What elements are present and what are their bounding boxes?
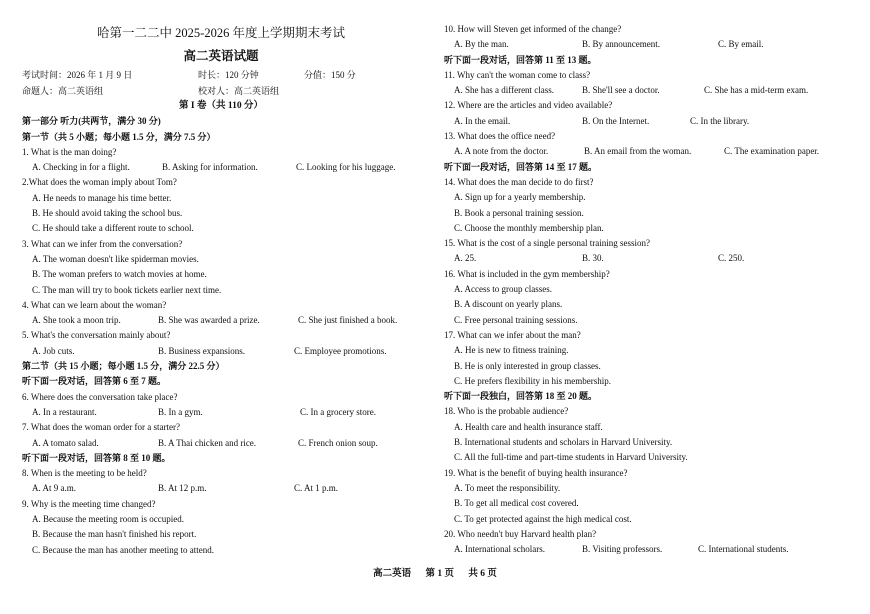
option-b: B. To get all medical cost covered. <box>454 498 579 509</box>
option-b: B. Visiting professors. <box>582 544 663 555</box>
option-c: C. Employee promotions. <box>294 345 387 356</box>
option-b: B. The woman prefers to watch movies at home. <box>32 269 207 280</box>
question-stem: 5. What's the conversation mainly about? <box>22 330 171 341</box>
question-options <box>22 481 420 496</box>
option-a: A. Health care and health insurance staff. <box>454 421 603 432</box>
section-heading: 第二节（共 15 小题；每小题 1.5 分，满分 22.5 分） <box>22 361 225 372</box>
question-stem: 3. What can we infer from the conversation? <box>22 238 183 249</box>
exam-title: 哈第一二二中 2025-2026 年度上学期期末考试 <box>97 26 345 40</box>
option-b: B. Business expansions. <box>158 345 246 356</box>
option-c: C. He prefers flexibility in his membership. <box>454 375 611 386</box>
question-stem: 2.What does the woman imply about Tom? <box>22 177 177 188</box>
question-stem: 9. Why is the meeting time changed? <box>22 498 156 509</box>
question-stem: 16. What is included in the gym membership? <box>444 268 610 279</box>
option-c: C. Because the man has another meeting to attend. <box>32 544 214 555</box>
option-b: B. A discount on yearly plans. <box>454 299 563 310</box>
exam-score: 分值：150 分 <box>304 70 356 80</box>
question-stem: 12. Where are the articles and video available? <box>444 100 613 111</box>
option-b: B. In a gym. <box>158 406 203 417</box>
question-options <box>444 144 856 159</box>
option-c: C. In a grocery store. <box>300 406 376 417</box>
exam-info-row-2 <box>22 84 420 100</box>
option-b: B. By announcement. <box>582 39 660 50</box>
option-c: C. She just finished a book. <box>298 315 398 326</box>
option-a: A. A tomato salad. <box>32 437 99 448</box>
option-a: A. Access to group classes. <box>454 284 552 295</box>
question-stem: 17. What can we infer about the man? <box>444 329 581 340</box>
listening-instruction: 听下面一段对话，回答第 11 至 13 题。 <box>444 54 597 65</box>
question-stem: 4. What can we learn about the woman? <box>22 299 167 310</box>
right-column <box>444 22 856 557</box>
exam-duration: 时长：120 分钟 <box>198 70 259 80</box>
option-b: B. At 12 p.m. <box>158 483 207 494</box>
option-a: A. In a restaurant. <box>32 406 97 417</box>
question-options <box>444 251 856 266</box>
option-c: C. The examination paper. <box>724 146 820 157</box>
question-stem: 19. What is the benefit of buying health insurance? <box>444 467 628 478</box>
option-a: A. To meet the responsibility. <box>454 482 561 493</box>
listening-instruction: 听下面一段对话，回答第 14 至 17 题。 <box>444 161 598 172</box>
question-stem: 8. When is the meeting to be held? <box>22 468 147 479</box>
option-a: A. He is new to fitness training. <box>454 345 569 356</box>
footer-subject: 高二英语 <box>373 569 412 579</box>
question-options <box>444 542 856 557</box>
exam-subtitle: 高二英语试题 <box>183 49 259 63</box>
option-c: C. Choose the monthly membership plan. <box>454 222 604 233</box>
option-c: C. At 1 p.m. <box>294 483 339 494</box>
option-a: A. By the man. <box>454 39 509 50</box>
option-c: C. The man will try to book tickets earlier next time. <box>32 284 222 295</box>
part-heading: 第一部分 听力(共两节，满分 30 分) <box>22 116 161 127</box>
question-stem: 7. What does the woman order for a starter? <box>22 422 181 433</box>
footer-page-number: 第 1 页 <box>425 569 454 579</box>
option-a: A. A note from the doctor. <box>454 146 549 157</box>
option-c: C. Looking for his luggage. <box>296 162 396 173</box>
option-b: B. Asking for information. <box>162 162 258 173</box>
option-b: B. An email from the woman. <box>584 146 692 157</box>
option-a: A. The woman doesn't like spiderman movies. <box>32 253 199 264</box>
option-b: B. She'll see a doctor. <box>582 85 660 96</box>
option-a: A. 25. <box>454 253 477 264</box>
question-options <box>22 160 420 175</box>
question-options <box>444 83 856 98</box>
exam-time: 考试时间：2026 年 1 月 9 日 <box>22 70 133 80</box>
option-a: A. Because the meeting room is occupied. <box>32 514 184 525</box>
exam-info-row-1 <box>22 68 420 84</box>
question-stem: 10. How will Steven get informed of the change? <box>444 24 622 34</box>
option-a: A. She has a different class. <box>454 85 555 96</box>
question-options <box>444 37 856 52</box>
volume-heading: 第 I 卷（共 110 分） <box>179 101 263 111</box>
option-b: B. She was awarded a prize. <box>158 315 260 326</box>
question-options <box>444 114 856 129</box>
section-heading: 第一节（共 5 小题；每小题 1.5 分，满分 7.5 分） <box>22 131 216 142</box>
option-c: C. Free personal training sessions. <box>454 314 578 325</box>
listening-instruction: 听下面一段独白，回答第 18 至 20 题。 <box>444 391 598 402</box>
question-stem: 20. Who needn't buy Harvard health plan? <box>444 528 597 539</box>
question-options <box>22 405 420 420</box>
option-b: B. He should avoid taking the school bus. <box>32 208 183 219</box>
left-column <box>22 22 420 558</box>
question-stem: 15. What is the cost of a single personal training session? <box>444 238 651 249</box>
option-a: A. In the email. <box>454 115 511 126</box>
option-b: B. Because the man hasn't finished his report. <box>32 529 197 540</box>
option-b: B. Book a personal training session. <box>454 207 584 218</box>
question-options <box>22 436 420 451</box>
page-footer <box>0 565 870 579</box>
question-options <box>22 344 420 359</box>
option-a: A. She took a moon trip. <box>32 315 121 326</box>
option-c: C. 250. <box>718 253 745 264</box>
option-b: B. A Thai chicken and rice. <box>158 437 257 448</box>
option-b: B. International students and scholars in Harvard University. <box>454 437 673 448</box>
option-c: C. By email. <box>718 39 764 50</box>
option-c: C. She has a mid-term exam. <box>704 85 809 96</box>
question-stem: 14. What does the man decide to do first? <box>444 176 594 187</box>
option-a: A. He needs to manage his time better. <box>32 192 172 203</box>
question-stem: 11. Why can't the woman come to class? <box>444 69 591 80</box>
question-stem: 13. What does the office need? <box>444 131 556 142</box>
option-a: A. International scholars. <box>454 544 545 555</box>
option-c: C. To get protected against the high medical cost. <box>454 513 632 524</box>
question-stem: 6. Where does the conversation take place? <box>22 391 178 402</box>
option-c: C. All the full-time and part-time students in Harvard University. <box>454 452 688 463</box>
option-c: C. He should take a different route to school. <box>32 223 194 234</box>
option-b: B. He is only interested in group classes. <box>454 360 601 371</box>
listening-instruction: 听下面一段对话，回答第 6 至 7 题。 <box>22 376 167 387</box>
option-a: A. Job cuts. <box>32 345 75 356</box>
question-options <box>22 313 420 328</box>
exam-checker: 校对人：高二英语组 <box>198 85 280 96</box>
listening-instruction: 听下面一段对话，回答第 8 至 10 题。 <box>22 452 171 463</box>
option-a: A. Sign up for a yearly membership. <box>454 192 586 203</box>
option-b: B. 30. <box>582 253 604 264</box>
option-a: A. At 9 a.m. <box>32 483 76 494</box>
option-c: C. In the library. <box>690 115 750 126</box>
question-stem: 1. What is the man doing? <box>22 146 117 157</box>
option-c: C. French onion soup. <box>298 437 378 448</box>
option-b: B. On the Internet. <box>582 115 650 126</box>
option-a: A. Checking in for a flight. <box>32 162 130 173</box>
option-c: C. International students. <box>698 544 789 555</box>
exam-setter: 命题人：高二英语组 <box>22 85 104 96</box>
footer-total-pages: 共 6 页 <box>468 569 497 579</box>
question-stem: 18. Who is the probable audience? <box>444 406 569 417</box>
